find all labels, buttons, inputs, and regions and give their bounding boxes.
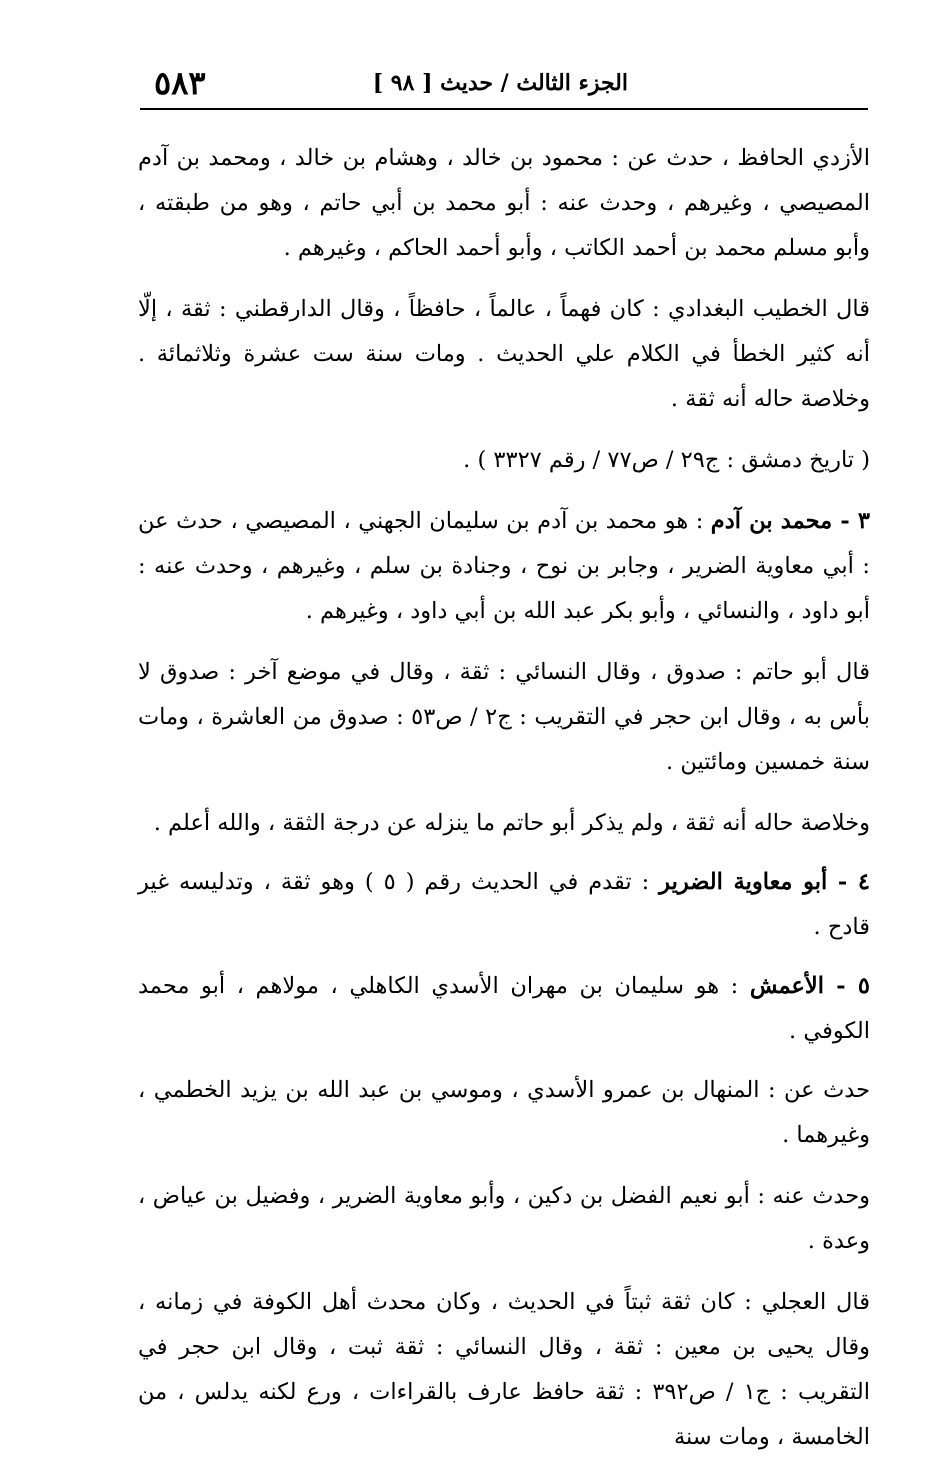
page-body bbox=[138, 136, 870, 1476]
narrator-heading-3: ٣ - محمد بن آدم bbox=[710, 508, 870, 534]
paragraph-1: الأزدي الحافظ ، حدث عن : محمود بن خالد ، وهشام بن خالد ، ومحمد بن آدم المصيصي ، وغيرهم ، وحدث عنه : أبو محمد بن أبي حاتم ، وهو من طبقته ، وأبو مسلم محمد بن أحمد الكاتب ، وأبو أحمد الحاكم ، وغيرهم . bbox=[138, 145, 870, 261]
paragraph-6: وخلاصة حاله أنه ثقة ، ولم يذكر أبو حاتم ما ينزله عن درجة الثقة ، والله أعلم . bbox=[153, 810, 870, 836]
paragraph-5: قال أبو حاتم : صدوق ، وقال النسائي : ثقة ، وقال في موضع آخر : صدوق لا بأس به ، وقال ابن حجر في التقريب : ج٢ / ص٥٣ : صدوق من العاشرة ، ومات سنة خمسين ومائتين . bbox=[138, 659, 871, 775]
paragraph-10: وحدث عنه : أبو نعيم الفضل بن دكين ، وأبو معاوية الضرير ، وفضيل بن عياض ، وعدة . bbox=[138, 1183, 870, 1254]
paragraph-11: قال العجلي : كان ثقة ثبتاً في الحديث ، وكان محدث أهل الكوفة في زمانه ، وقال يحيى بن معين : ثقة ، وقال النسائي : ثقة ثبت ، وقال ابن حجر في التقريب : ج١ / ص٣٩٢ : ثقة حافظ عارف بالقراءات ، ورع لكنه يدلس ، من الخامسة ، ومات سنة bbox=[138, 1289, 870, 1450]
paragraph-narrator-3 bbox=[138, 499, 870, 634]
narrator-heading-5: ٥ - الأعمش bbox=[749, 973, 870, 999]
paragraph-narrator-4 bbox=[138, 860, 870, 950]
paragraph-narrator-5 bbox=[138, 964, 870, 1054]
source-citation: ( تاريخ دمشق : ج٢٩ / ص٧٧ / رقم ٣٣٢٧ ) . bbox=[463, 447, 870, 473]
header-rule bbox=[140, 108, 868, 110]
page-header bbox=[140, 62, 868, 106]
paragraph-2: قال الخطيب البغدادي : كان فهماً ، عالماً ، حافظاً ، وقال الدارقطني : ثقة ، إلّا أنه كثير الخطأ في الكلام علي الحديث . ومات سنة ست عشرة وثلاثمائة . وخلاصة حاله أنه ثقة . bbox=[138, 296, 870, 412]
paragraph-9: حدث عن : المنهال بن عمرو الأسدي ، وموسي بن عبد الله بن يزيد الخطمي ، وغيرهما . bbox=[138, 1077, 870, 1148]
narrator-text-5: : هو سليمان بن مهران الأسدي الكاهلي ، مولاهم ، أبو محمد الكوفي . bbox=[138, 973, 870, 1044]
narrator-text-4: : تقدم في الحديث رقم ( ٥ ) وهو ثقة ، وتدليسه غير قادح . bbox=[138, 869, 870, 940]
page-number: ٥٨٣ bbox=[154, 64, 206, 102]
narrator-heading-4: ٤ - أبو معاوية الضرير bbox=[659, 869, 870, 895]
narrator-text-3: : هو محمد بن آدم بن سليمان الجهني ، المصيصي ، حدث عن : أبي معاوية الضرير ، وجابر بن نوح ، وجنادة بن سلم ، وغيرهم ، وحدث عنه : أبو داود ، والنسائي ، وأبو بكر عبد الله بن أبي داود ، وغيرهم . bbox=[138, 508, 870, 624]
running-title: الجزء الثالث / حديث [ ٩٨ ] bbox=[372, 70, 628, 96]
